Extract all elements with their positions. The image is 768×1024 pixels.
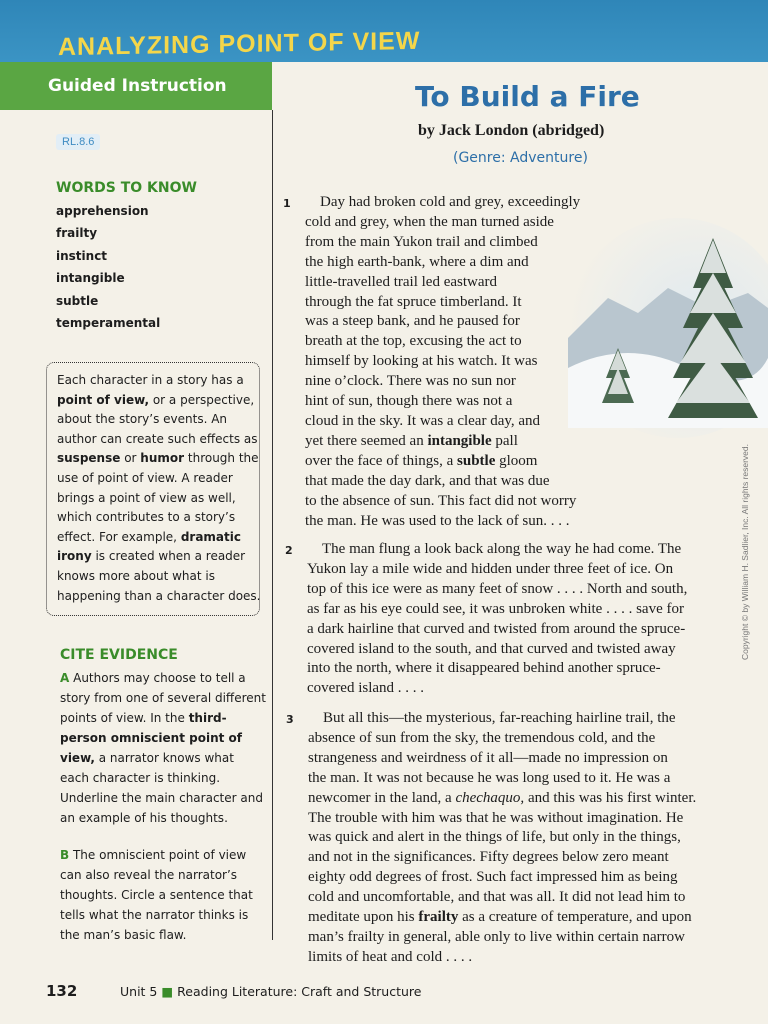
story-line: cold and uncomfortable, and that was all. It did not lead him to: [308, 889, 686, 906]
story-line: The man flung a look back along the way he had come. The: [322, 541, 682, 557]
paragraph-number: 2: [285, 544, 293, 557]
pov-box-line: suspense or humor through the: [57, 451, 259, 466]
cite-letter-b: B: [60, 848, 70, 862]
words-to-know-heading: WORDS TO KNOW: [56, 180, 197, 196]
cite-a-line: points of view. In the third-: [60, 711, 227, 725]
cite-a-line: [60, 728, 270, 748]
story-line: and not in the significances. Fifty degrees below zero meant: [308, 849, 669, 866]
story-line: the man. He was used to the lack of sun. . . .: [305, 512, 570, 529]
story-line: the man. It was not because he was long used to it. He was a: [308, 769, 671, 786]
story-title: To Build a Fire: [415, 80, 640, 113]
story-line: But all this—the mysterious, far-reaching hairline trail, the: [323, 710, 676, 726]
story-line: to the absence of sun. This fact did not worry: [305, 492, 577, 509]
pov-box-line: brings a point of view as well,: [57, 490, 236, 505]
footer-unit: Unit 5: [120, 984, 158, 999]
story-line: yet there seemed an intangible pall: [305, 432, 518, 449]
story-line: covered island . . . .: [307, 680, 425, 697]
story-line: Day had broken cold and grey, exceedingly: [320, 194, 581, 210]
pov-box-line: which contributes to a story’s: [57, 510, 236, 525]
bold-term: third-: [188, 711, 227, 725]
story-line: strangeness and weirdness of it all—made no impression on: [308, 749, 668, 766]
story-line: Yukon lay a mile wide and hidden under three feet of ice. On: [307, 560, 674, 577]
point-of-view-box: [46, 362, 260, 616]
bold-term: point of view,: [57, 392, 149, 407]
standard-badge: RL.8.6: [56, 134, 100, 150]
story-line: newcomer in the land, a chechaquo, and this was his first winter.: [308, 789, 697, 806]
story-byline: by Jack London (abridged): [418, 122, 605, 139]
story-genre: (Genre: Adventure): [453, 150, 588, 166]
vocab-word: intangible: [56, 271, 125, 286]
column-divider: [272, 110, 273, 940]
story-line: meditate upon his frailty as a creature of temperature, and upon: [308, 909, 692, 926]
section-label: Guided Instruction: [0, 62, 272, 110]
story-line: that made the day dark, and that was due: [305, 472, 550, 489]
story-line: little-travelled trail led eastward: [305, 273, 497, 290]
pov-box-line: knows more about what is: [57, 568, 215, 583]
story-line: a dark hairline that curved and twisted from around the spruce-: [307, 620, 686, 637]
pov-box-line: use of point of view. A reader: [57, 470, 233, 485]
pov-box-line: point of view, or a perspective,: [57, 392, 255, 407]
paragraph-number: 3: [286, 713, 294, 726]
pov-box-line: irony is created when a reader: [57, 549, 246, 564]
pov-box-line: about the story’s events. An: [57, 412, 228, 427]
story-line: limits of heat and cold . . . .: [308, 948, 473, 965]
cite-evidence-a: [60, 668, 270, 828]
story-line: hint of sun, though there was not a: [305, 393, 513, 410]
story-line: into the north, where it disappeared behind another spruce-: [307, 660, 661, 677]
cite-b-line: the man’s basic flaw.: [60, 928, 187, 942]
banner-title: ANALYZING POINT OF VIEW: [58, 26, 421, 62]
bold-term: frailty: [418, 909, 459, 926]
story-paragraph-2: [285, 540, 688, 699]
cite-b-line: tells what the narrator thinks is: [60, 908, 249, 922]
cite-a-line: each character is thinking.: [60, 771, 221, 785]
paragraph-number: 1: [283, 197, 291, 210]
footer-separator: ■: [161, 984, 174, 999]
pov-box-line: author can create such effects as: [57, 431, 258, 446]
bold-term: suspense: [57, 451, 121, 466]
story-line: nine o’clock. There was no sun nor: [305, 373, 516, 390]
story-line: was quick and alert in the things of life, but only in the things,: [308, 829, 681, 846]
vocab-word: apprehension: [56, 204, 149, 218]
bold-term: subtle: [457, 452, 496, 469]
page-number: 132: [46, 982, 78, 1000]
cite-a-line: A Authors may choose to tell a: [60, 671, 246, 685]
story-line: breath at the top, excusing the act to: [305, 333, 522, 350]
cite-b-line: can also reveal the narrator’s: [60, 868, 238, 882]
story-line: absence of sun from the sky, the tremendous cold, and the: [308, 729, 656, 746]
footer-section: Reading Literature: Craft and Structure: [177, 984, 422, 999]
bold-term: view,: [60, 751, 95, 765]
cite-letter-a: A: [60, 671, 70, 685]
story-line: top of this ice were as many feet of snow . . . . North and south,: [307, 580, 688, 597]
italic-term: chechaquo,: [455, 789, 525, 806]
pov-box-line: effect. For example, dramatic: [57, 529, 241, 544]
bold-term: dramatic: [180, 529, 241, 544]
cite-b-line: thoughts. Circle a sentence that: [60, 888, 253, 902]
pov-box-line: Each character in a story has a: [57, 373, 244, 387]
story-line: the high earth-bank, where a dim and: [305, 253, 529, 270]
vocab-word: instinct: [56, 248, 108, 263]
story-line: eighty odd degrees of frost. Such fact impressed him as being: [308, 869, 678, 886]
story-paragraph-1: [283, 193, 581, 531]
cite-a-line: story from one of several different: [60, 691, 266, 705]
pov-box-line: happening than a character does.: [57, 588, 261, 603]
story-line: through the fat spruce timberland. It: [305, 293, 522, 310]
story-line: himself by looking at his watch. It was: [305, 353, 538, 370]
vocab-word: subtle: [56, 293, 99, 308]
cite-evidence-heading: CITE EVIDENCE: [60, 647, 178, 663]
cite-b-line: B The omniscient point of view: [60, 848, 247, 862]
story-line: from the main Yukon trail and climbed: [305, 233, 538, 250]
story-line: over the face of things, a subtle gloom: [305, 452, 538, 469]
vocab-word: temperamental: [56, 315, 161, 330]
story-line: cold and grey, when the man turned aside: [305, 213, 554, 230]
cite-a-line: view, a narrator knows what: [60, 751, 234, 765]
bold-term: irony: [57, 549, 92, 564]
story-paragraph-3: [286, 709, 697, 968]
story-line: man’s frailty in general, able only to live within certain narrow: [308, 928, 685, 945]
cite-a-line: an example of his thoughts.: [60, 811, 228, 825]
story-line: covered island to the south, and that curved and twisted away: [307, 640, 676, 657]
words-to-know-list: [56, 204, 160, 338]
bold-term: person omniscient point of: [60, 731, 242, 745]
story-line: cloud in the sky. It was a clear day, and: [305, 412, 541, 429]
bold-term: humor: [140, 451, 185, 466]
story-line: was a steep bank, and he paused for: [305, 313, 520, 330]
story-line: as far as his eye could see, it was unbroken white . . . . save for: [307, 600, 684, 617]
snowy-tree-illustration: [568, 218, 768, 438]
vocab-word: frailty: [56, 226, 98, 241]
copyright-notice: Copyright © by William H. Sadlier, Inc. All rights reserved.: [740, 443, 750, 660]
story-line: The trouble with him was that he was without imagination. He: [308, 809, 684, 826]
footer-label: [120, 984, 421, 999]
bold-term: intangible: [427, 432, 492, 449]
cite-evidence-b: [60, 845, 270, 945]
cite-a-line: Underline the main character and: [60, 791, 263, 805]
